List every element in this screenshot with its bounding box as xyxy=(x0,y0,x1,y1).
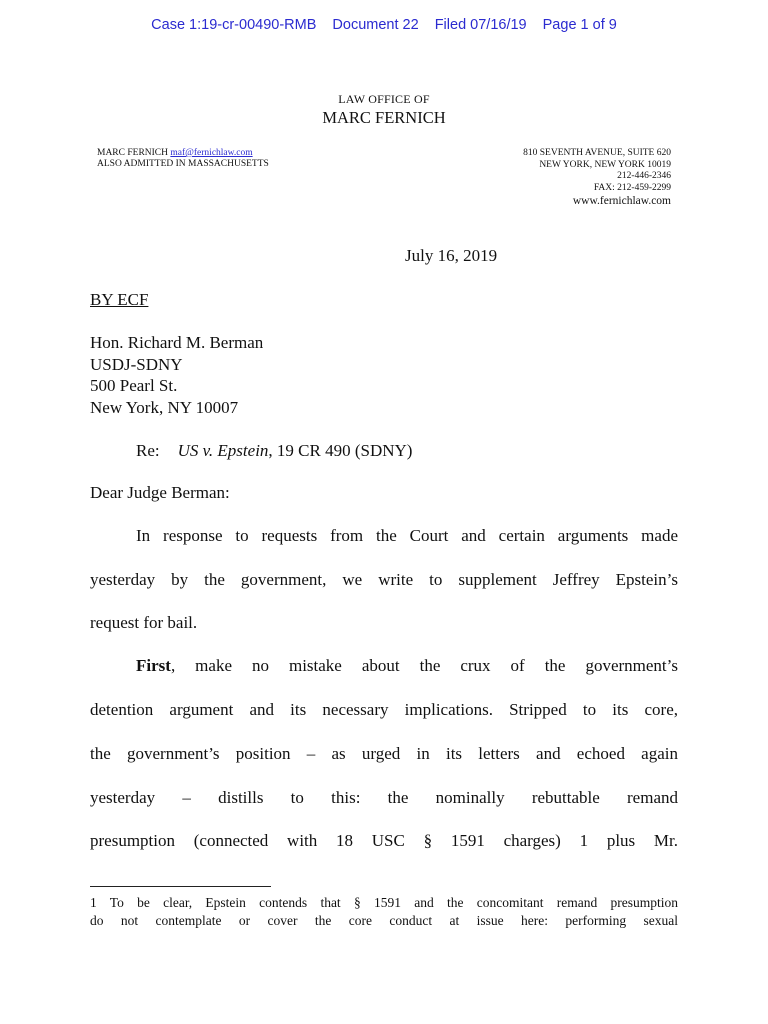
ecf-filing-header xyxy=(0,17,768,33)
paragraph-line: yesterday by the government, we write to supplement Jeffrey Epstein’s xyxy=(90,570,678,589)
phone-number: 212-446-2346 xyxy=(617,171,671,181)
re-line xyxy=(136,441,412,461)
re-label: Re: xyxy=(136,441,160,460)
footnote-line: do not contemplate or cover the core conduct at issue here: performing sexual xyxy=(90,913,678,928)
firm-prefix: LAW OFFICE OF xyxy=(338,92,430,106)
document-number: Document 22 xyxy=(332,17,419,33)
address-line-2: NEW YORK, NEW YORK 10019 xyxy=(539,159,671,170)
letterhead-address-block xyxy=(523,148,671,209)
recipient-line: Hon. Richard M. Berman xyxy=(90,333,264,352)
paragraph-line: presumption (connected with 18 USC § 1591 charges) 1 plus Mr. xyxy=(90,831,678,850)
re-case-details: , 19 CR 490 (SDNY) xyxy=(268,441,413,460)
attorney-email-link[interactable]: maf@fernichlaw.com xyxy=(170,148,253,158)
paragraph-text: , make no mistake about the crux of the government’s xyxy=(170,656,678,675)
recipient-line: New York, NY 10007 xyxy=(90,397,239,417)
website: www.fernichlaw.com xyxy=(572,195,671,207)
attorney-name: MARC FERNICH xyxy=(97,148,168,158)
address-line-1: 810 SEVENTH AVENUE, SUITE 620 xyxy=(523,148,671,158)
paragraph-line: In response to requests from the Court and certain arguments made xyxy=(136,526,678,545)
footnote-separator xyxy=(90,886,271,887)
case-number: Case 1:19-cr-00490-RMB xyxy=(151,17,317,33)
paragraph-line xyxy=(136,656,678,676)
firm-name: MARC FERNICH xyxy=(322,108,446,127)
emphasis-first: First xyxy=(136,656,171,675)
letterhead-attorney-block xyxy=(97,148,269,170)
paragraph-line: request for bail. xyxy=(90,613,198,632)
page-indicator: Page 1 of 9 xyxy=(542,17,617,33)
filed-date: Filed 07/16/19 xyxy=(434,17,527,33)
delivery-method: BY ECF xyxy=(90,290,149,309)
paragraph-line: the government’s position – as urged in its letters and echoed again xyxy=(90,744,678,763)
admission-note: ALSO ADMITTED IN MASSACHUSETTS xyxy=(97,159,269,169)
recipient-address xyxy=(90,332,263,418)
recipient-line: 500 Pearl St. xyxy=(90,376,178,395)
salutation: Dear Judge Berman: xyxy=(90,483,230,502)
paragraph-line: yesterday – distills to this: the nominally rebuttable remand xyxy=(90,788,678,807)
paragraph-line: detention argument and its necessary implications. Stripped to its core, xyxy=(90,700,678,719)
recipient-line: USDJ-SDNY xyxy=(90,354,183,374)
re-case-name: US v. Epstein xyxy=(177,441,269,460)
fax-number: FAX: 212-459-2299 xyxy=(593,182,671,193)
footnote-line: 1 To be clear, Epstein contends that § 1591 and the concomitant remand presumption xyxy=(90,895,678,910)
letter-date: July 16, 2019 xyxy=(405,246,498,265)
